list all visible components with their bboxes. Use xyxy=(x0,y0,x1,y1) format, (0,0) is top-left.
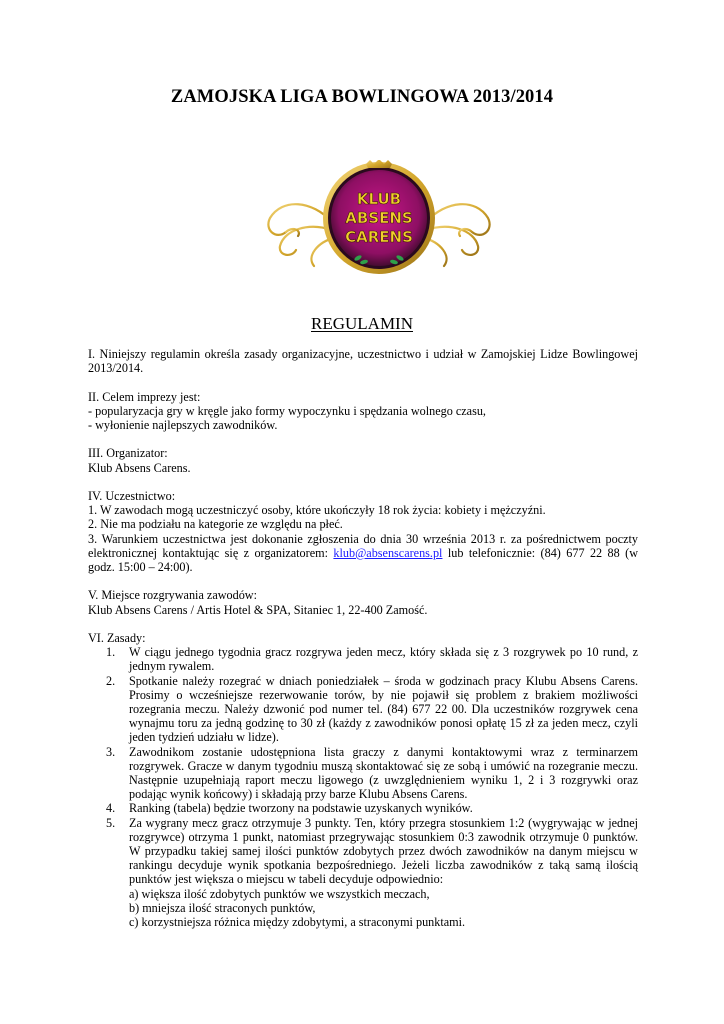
rules-list xyxy=(88,645,638,929)
klub-absens-carens-logo xyxy=(262,160,496,292)
document-title: ZAMOJSKA LIGA BOWLINGOWA 2013/2014 xyxy=(170,87,554,107)
rule-text: Za wygrany mecz gracz otrzymuje 3 punkty. Ten, który przegra stosunkiem 1:2 (wygrywając w jednej rozgrywce) otrzyma 1 punkt, natomiast przegrywając stosunkiem 0:3 zawodnik otrzymuje 0 punktów. W przypadku takiej samej ilości punktów zdobytych przez dwóch zawodników na danym miejscu w rankingu decyduje wynik spotkania bezpośredniego. Jeżeli liczba zawodników z taką samą ilością punktów jest większa o miejscu w tabeli decyduje odpowiednio: xyxy=(129,815,638,887)
section-5-heading: V. Miejsce rozgrywania zawodów: xyxy=(88,588,257,603)
rule-item xyxy=(88,816,638,930)
crown-icon xyxy=(366,160,392,168)
section-4-item-3 xyxy=(88,532,638,575)
section-4 xyxy=(88,489,638,574)
section-6-heading: VI. Zasady: xyxy=(88,630,146,645)
rule-item xyxy=(88,745,638,802)
rule-text: Ranking (tabela) będzie tworzony na podstawie uzyskanych wyników. xyxy=(129,801,473,816)
rule-number: 1. xyxy=(106,645,116,660)
section-2-heading: II. Celem imprezy jest: xyxy=(88,389,201,404)
section-3-heading: III. Organizator: xyxy=(88,446,168,461)
logo-text-line-1: KLUB xyxy=(356,190,402,208)
rule-sub-item: c) korzystniejsza różnica między zdobytymi, a straconymi punktami. xyxy=(129,915,466,930)
logo-text-line-3: CARENS xyxy=(345,228,413,246)
section-4-item-2: 2. Nie ma podziału na kategorie ze względu na płeć. xyxy=(88,517,343,532)
section-4-item-3-text-before: 3. Warunkiem uczestnictwa jest dokonanie zgłoszenia do dnia 30 września 2013 r. za pośrednictwem poczty elektronicznej kontaktując się z organizatorem: xyxy=(88,531,638,560)
section-4-item-3-text-after: lub telefonicznie: (84) 677 22 88 (w godz. 15:00 – 24:00). xyxy=(88,545,638,574)
rule-number: 5. xyxy=(106,815,116,830)
section-5-text: Klub Absens Carens / Artis Hotel & SPA, Sitaniec 1, 22-400 Zamość. xyxy=(88,602,428,617)
section-2-item: - wyłonienie najlepszych zawodników. xyxy=(88,418,278,432)
section-3-text: Klub Absens Carens. xyxy=(88,460,191,475)
section-4-heading: IV. Uczestnictwo: xyxy=(88,488,176,503)
section-1-text: I. Niniejszy regulamin określa zasady organizacyjne, uczestnictwo i udział w Zamojskiej Lidze Bowlingowej 2013/2014. xyxy=(88,347,638,376)
regulamin-heading: REGULAMIN xyxy=(311,314,413,333)
organizer-email-link[interactable]: klub@absenscarens.pl xyxy=(333,545,443,560)
section-1 xyxy=(88,347,638,375)
rule-item xyxy=(88,801,638,815)
section-6 xyxy=(88,631,638,929)
section-2-item: - popularyzacja gry w kręgle jako formy wypoczynku i spędzania wolnego czasu, xyxy=(88,403,486,418)
rule-sub-item: a) większa ilość zdobytych punktów we wszystkich meczach, xyxy=(129,886,430,901)
rule-number: 2. xyxy=(106,673,116,688)
rule-text: W ciągu jednego tygodnia gracz rozgrywa jeden mecz, który składa się z 3 rozgrywek po 10 rund, z jednym rywalem. xyxy=(129,645,638,674)
rule-text: Zawodnikom zostanie udostępniona lista graczy z danymi kontaktowymi wraz z terminarzem rozgrywek. Gracze w danym tygodniu muszą skontaktować się ze sobą i umówić na rozegranie meczu. Następnie uzupełniają raport meczu ligowego (z uwzględnieniem wyniku 1, 2 i 3 rozgrywki oraz podając wynik końcowy) i składają przy barze Klubu Absens Carens. xyxy=(129,744,638,802)
section-3 xyxy=(88,446,638,474)
rule-item xyxy=(88,674,638,745)
rule-item xyxy=(88,645,638,673)
rule-number: 4. xyxy=(106,801,116,816)
rule-sub-item: b) mniejsza ilość straconych punktów, xyxy=(129,900,316,915)
regulamin-body xyxy=(88,347,638,943)
logo-text-line-2: ABSENS xyxy=(345,209,413,227)
rule-text: Spotkanie należy rozegrać w dniach poniedziałek – środa w godzinach pracy Klubu Absens Carens. Prosimy o wcześniejsze rezerwowanie torów, by nie pojawił się problem z brakiem możliwości rozegrania meczu. Należy dzwonić pod numer tel. (84) 677 22 00. Dla uczestników rozgrywek cena wynajmu toru za jedną godzinę to 30 zł (każdy z zawodników ponosi opłatę 15 zł za jeden mecz, czyli jeden tydzień udziału w lidze). xyxy=(129,673,638,745)
section-5 xyxy=(88,588,638,616)
section-4-item-1: 1. W zawodach mogą uczestniczyć osoby, które ukończyły 18 rok życia: kobiety i mężczyźni. xyxy=(88,503,546,518)
section-2 xyxy=(88,390,638,433)
rule-number: 3. xyxy=(106,744,116,759)
